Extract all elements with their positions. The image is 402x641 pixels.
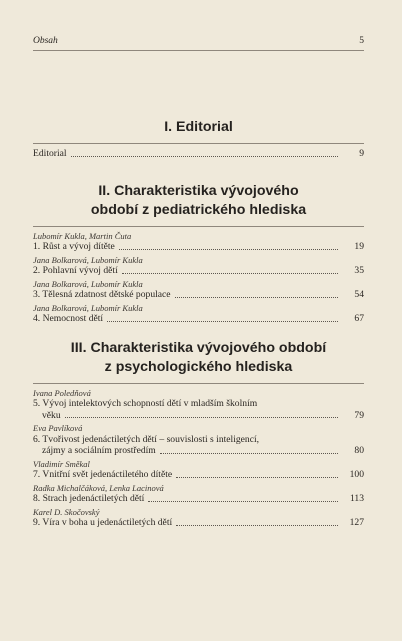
toc-entry[interactable] [33, 434, 364, 457]
chapter-authors: Vladimír Směkal [33, 458, 90, 469]
toc-entry[interactable] [33, 398, 364, 421]
chapter-authors: Jana Bolkarová, Lubomír Kukla [33, 278, 143, 289]
toc-entry[interactable] [33, 289, 364, 301]
dot-leader [176, 469, 338, 478]
section-heading-line: II. Charakteristika vývojového [98, 182, 299, 199]
toc-entry-title: 1. Růst a vývoj dítěte [33, 241, 115, 252]
toc-entry-label [33, 289, 171, 301]
section-heading-line: z psychologického hlediska [104, 358, 293, 375]
section-heading [33, 182, 364, 220]
toc-entry-label [33, 265, 118, 277]
toc-entry-page: 100 [349, 469, 364, 480]
dot-leader [176, 517, 338, 526]
toc-entry-label [33, 241, 115, 253]
header-rule [33, 50, 364, 51]
chapter-authors: Radka Michalčáková, Lenka Lacinová [33, 482, 164, 493]
toc-entry-title: Editorial [33, 148, 67, 159]
chapter-authors: Jana Bolkarová, Lubomír Kukla [33, 254, 143, 265]
section-rule [33, 143, 364, 144]
toc-section [33, 118, 364, 160]
toc-entry[interactable] [33, 148, 364, 160]
toc-entry[interactable] [33, 241, 364, 253]
section-heading [33, 118, 364, 137]
toc-entry-page: 79 [354, 409, 364, 421]
section-heading-line: I. Editorial [164, 119, 233, 135]
chapter-authors: Lubomír Kukla, Martin Čuta [33, 230, 132, 241]
toc-entry-title-continuation: věku [42, 409, 61, 421]
dot-leader [122, 265, 338, 274]
dot-leader [175, 289, 338, 298]
toc-entry-page: 19 [354, 241, 364, 252]
toc-entry-page: 127 [349, 517, 364, 528]
toc-entry-label [33, 148, 67, 160]
toc-entry-title: 5. Vývoj intelektových schopností dětí v mladším školním [33, 398, 258, 409]
toc-entry-title: 2. Pohlavní vývoj dětí [33, 265, 118, 276]
dot-leader [71, 148, 338, 157]
toc-entry-page: 9 [359, 148, 364, 159]
toc-entry-label [33, 313, 103, 325]
toc-entry-title: 4. Nemocnost dětí [33, 313, 104, 324]
dot-leader [119, 241, 338, 250]
section-heading [33, 339, 364, 377]
toc-entry-label [33, 517, 172, 529]
toc-section [33, 182, 364, 325]
section-heading-line: období z pediatrického hlediska [90, 201, 307, 218]
toc-entry-page: 113 [349, 493, 364, 504]
toc-entry[interactable] [33, 469, 364, 481]
toc-entry-label [33, 469, 172, 481]
dot-leader [107, 313, 338, 322]
toc-entry[interactable] [33, 517, 364, 529]
chapter-authors: Karel D. Skočovský [33, 506, 100, 517]
chapter-authors: Eva Pavlíková [33, 423, 83, 433]
toc-entry-title: 6. Tvořivost jedenáctiletých dětí – souvislosti s inteligencí, [33, 433, 260, 445]
running-head-title: Obsah [33, 36, 58, 46]
toc-entry-line [33, 434, 364, 446]
chapter-authors: Jana Bolkarová, Lubomír Kukla [33, 302, 143, 313]
toc-entry-page: 54 [354, 289, 364, 300]
toc-entry[interactable] [33, 313, 364, 325]
running-head [33, 36, 364, 48]
toc-entry-page: 80 [354, 445, 364, 456]
running-head-page-number: 5 [359, 36, 364, 46]
toc-entry-line [33, 398, 364, 410]
section-rule [33, 383, 364, 384]
toc-entry-title: 9. Víra v boha u jedenáctiletých dětí [33, 517, 173, 528]
toc-entry-title-continuation: zájmy a sociálním prostředím [42, 445, 156, 456]
dot-leader [148, 493, 338, 502]
toc-entry-line [33, 410, 364, 422]
toc-entry-line [33, 445, 364, 457]
dot-leader [65, 410, 338, 419]
toc-entry[interactable] [33, 493, 364, 505]
toc-entry-label [33, 493, 144, 505]
section-heading-line: III. Charakteristika vývojového období [70, 339, 327, 356]
toc-entry-page: 35 [354, 265, 364, 276]
toc-entry-title: 3. Tělesná zdatnost dětské populace [33, 289, 171, 300]
section-rule [33, 226, 364, 227]
toc-entry-title: 7. Vnitřní svět jedenáctiletého dítěte [33, 469, 173, 480]
toc-entry[interactable] [33, 265, 364, 277]
table-of-contents [33, 118, 364, 529]
toc-entry-page: 67 [354, 313, 364, 324]
toc-section [33, 339, 364, 529]
chapter-authors: Ivana Poledňová [33, 387, 91, 398]
toc-entry-title: 8. Strach jedenáctiletých dětí [33, 493, 145, 504]
dot-leader [160, 445, 338, 454]
